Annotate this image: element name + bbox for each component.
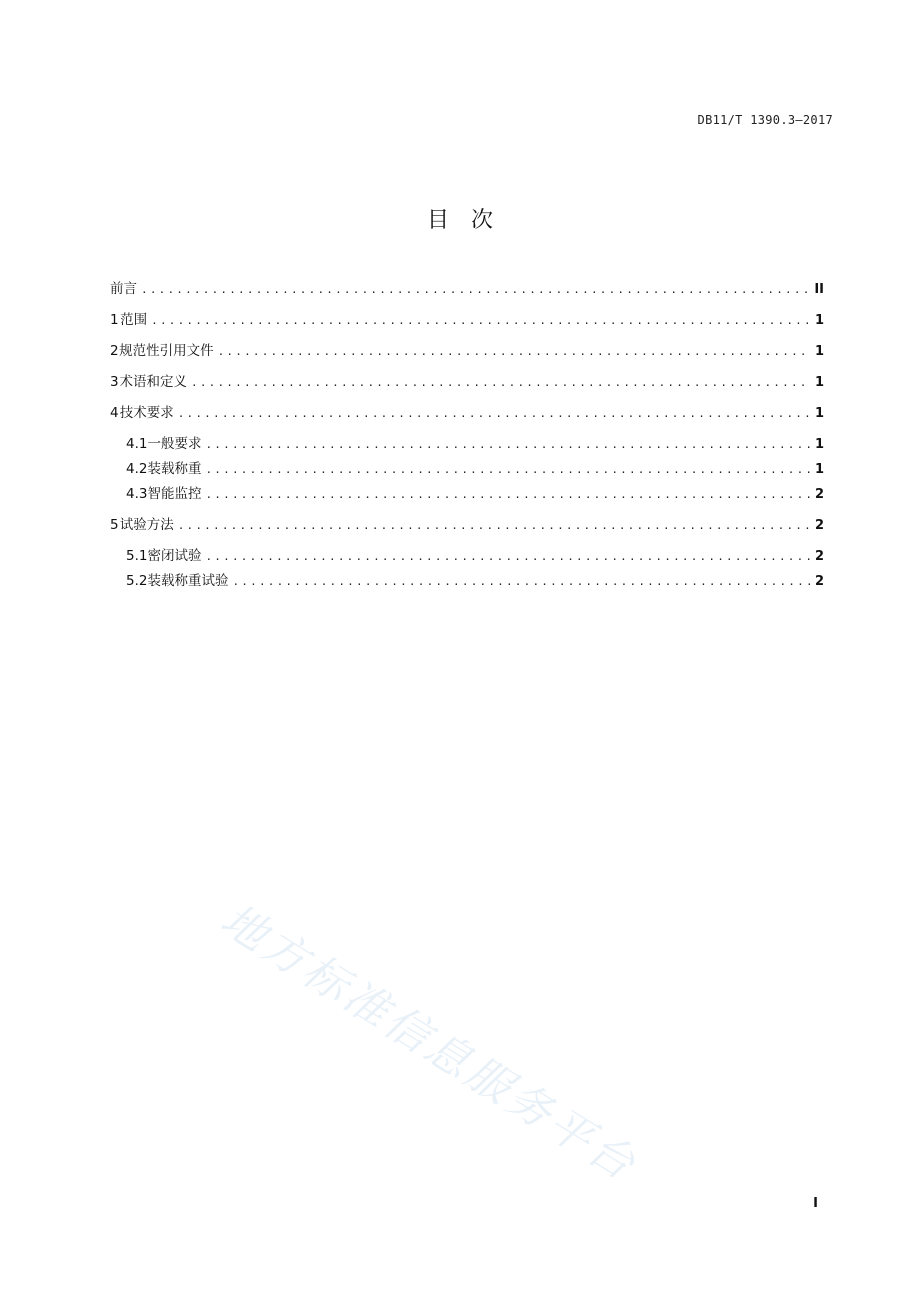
- standard-code: DB11/T 1390.3—2017: [697, 113, 833, 127]
- toc-entry-label: 规范性引用文件: [119, 343, 214, 359]
- toc-entry-number: 5.2: [126, 573, 148, 589]
- toc-entry-label: 装载称重试验: [147, 573, 229, 589]
- toc-entry-page: 2: [814, 574, 824, 589]
- toc-entry-label: 术语和定义: [119, 374, 188, 390]
- toc-entry-3[interactable]: [110, 373, 824, 392]
- toc-entry-page: 1: [814, 406, 824, 421]
- toc-entry-5-1[interactable]: [110, 547, 824, 566]
- toc-entry-label: 密闭试验: [147, 548, 202, 564]
- toc-entry-page: 1: [814, 462, 824, 477]
- toc-leader-dots: [205, 548, 810, 566]
- watermark: 地方标准信息服务平台: [212, 894, 647, 1192]
- toc-entry-2[interactable]: [110, 342, 824, 361]
- toc-entry-label: 装载称重: [147, 461, 202, 477]
- toc-leader-dots: [205, 461, 810, 479]
- toc-entry-number: 1: [110, 312, 119, 328]
- table-of-contents: [110, 280, 824, 591]
- toc-leader-dots: [232, 573, 810, 591]
- toc-entry-page: 1: [814, 344, 824, 359]
- toc-entry-label: 前言: [110, 281, 137, 297]
- toc-leader-dots: [141, 281, 810, 299]
- toc-entry-1[interactable]: [110, 311, 824, 330]
- page-title: 目次: [426, 208, 515, 233]
- toc-entry-page: 1: [814, 375, 824, 390]
- toc-entry-label: 智能监控: [147, 486, 202, 502]
- toc-entry-label: 一般要求: [147, 436, 202, 452]
- toc-entry-4-3[interactable]: [110, 485, 824, 504]
- toc-entry-number: 4: [110, 405, 119, 421]
- toc-entry-5-2[interactable]: [110, 572, 824, 591]
- toc-entry-page: 1: [814, 437, 824, 452]
- toc-leader-dots: [205, 486, 810, 504]
- page-number: I: [813, 1196, 818, 1211]
- toc-entry-number: 3: [110, 374, 119, 390]
- toc-entry-page: 2: [814, 518, 824, 533]
- toc-entry-page: II: [814, 282, 824, 297]
- toc-entry-number: 5: [110, 517, 119, 533]
- toc-entry-4-1[interactable]: [110, 435, 824, 454]
- toc-leader-dots: [205, 436, 810, 454]
- toc-entry-number: 5.1: [126, 548, 148, 564]
- toc-entry-label: 试验方法: [119, 517, 174, 533]
- toc-entry-page: 1: [814, 313, 824, 328]
- toc-entry-label: 范围: [120, 312, 148, 328]
- toc-entry-number: 4.2: [126, 461, 148, 477]
- toc-leader-dots: [191, 374, 811, 392]
- toc-entry-4[interactable]: [110, 404, 824, 423]
- toc-entry-label: 技术要求: [119, 405, 174, 421]
- toc-leader-dots: [178, 517, 811, 535]
- toc-entry-number: 4.1: [126, 436, 148, 452]
- toc-entry-number: 4.3: [126, 486, 148, 502]
- toc-leader-dots: [151, 312, 811, 330]
- toc-leader-dots: [178, 405, 811, 423]
- toc-entry-page: 2: [814, 549, 824, 564]
- toc-entry-foreword[interactable]: [110, 280, 824, 299]
- toc-entry-4-2[interactable]: [110, 460, 824, 479]
- toc-entry-page: 2: [814, 487, 824, 502]
- toc-entry-number: 2: [110, 343, 119, 359]
- toc-entry-5[interactable]: [110, 516, 824, 535]
- toc-leader-dots: [218, 343, 811, 361]
